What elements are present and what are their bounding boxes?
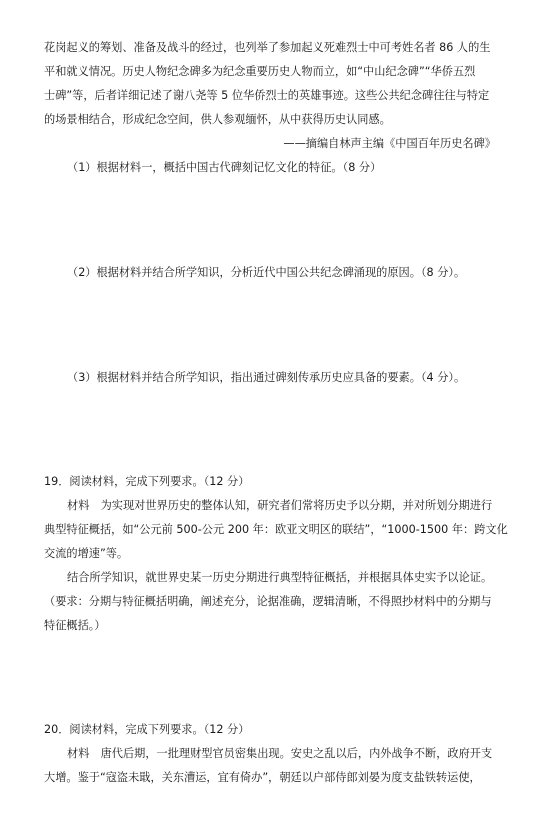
question-20-material-line-1: 材料 唐代后期，一批理财型官员密集出现。安史之乱以后，内外战争不断，政府开支 bbox=[67, 747, 493, 760]
question-19-material-line-2: 典型特征概括，如“公元前 500-公元 200 年：欧亚文明区的联结”，“1000-1500 年：跨文化 bbox=[44, 523, 508, 536]
material-line-3: 士碑”等，后者详细记述了谢八尧等 5 位华侨烈士的英雄事迹。这些公共纪念碑往往与特定 bbox=[44, 89, 490, 102]
question-19-task: 结合所学知识，就世界史某一历史分期进行典型特征概括，并根据具体史实予以论证。 bbox=[67, 571, 493, 584]
material-line-2: 平和就义情况。历史人物纪念碑多为纪念重要历史人物而立，如“中山纪念碑”“华侨五烈 bbox=[44, 65, 476, 78]
question-19-requirements-line-1: （要求：分期与特征概括明确，阐述充分，论据准确，逻辑清晰，不得照抄材料中的分期与 bbox=[44, 595, 492, 608]
material-source: ——摘编自林声主编《中国百年历史名碑》 bbox=[283, 137, 496, 150]
question-19-material-line-3: 交流的增速”等。 bbox=[44, 547, 129, 560]
question-20-material-line-2: 大增。鉴于“寇盗未戢，关东漕运，宜有倚办”，朝廷以户部侍郎刘晏为度支盐铁转运使， bbox=[44, 771, 481, 784]
question-18-part-1: （1）根据材料一，概括中国古代碑刻记忆文化的特征。（8 分） bbox=[67, 161, 382, 174]
question-19-material-line-1: 材料 为实现对世界历史的整体认知，研究者们常将历史予以分期，并对所划分期进行 bbox=[67, 499, 493, 512]
question-20-title: 20．阅读材料，完成下列要求。（12 分） bbox=[44, 723, 250, 736]
material-line-4: 的场景相结合，形成纪念空间，供人参观缅怀，从中获得历史认同感。 bbox=[44, 113, 391, 126]
question-18-part-3: （3）根据材料并结合所学知识，指出通过碑刻传承历史应具备的要素。（4 分）。 bbox=[67, 371, 466, 384]
question-19-requirements-line-2: 特征概括。） bbox=[44, 619, 106, 632]
material-line-1: 花岗起义的筹划、准备及战斗的经过，也列举了参加起义死难烈士中可考姓名者 86 人的生 bbox=[44, 41, 491, 54]
question-18-part-2: （2）根据材料并结合所学知识，分析近代中国公共纪念碑涌现的原因。（8 分）。 bbox=[67, 266, 466, 279]
question-19-title: 19．阅读材料，完成下列要求。（12 分） bbox=[44, 475, 250, 488]
